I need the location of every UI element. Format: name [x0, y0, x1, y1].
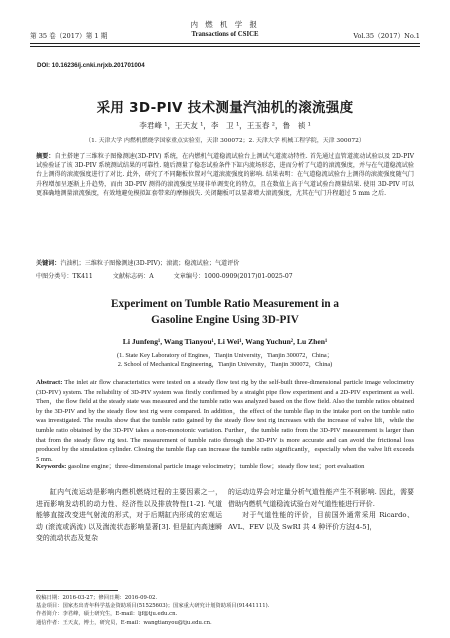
body-paragraph: 的运动边界会对定量分析气道性能产生不利影响. 因此，需要借助内燃机气道稳流试验台对气道性能进行评价. [228, 488, 414, 508]
keywords-en-text: gasoline engine；three-dimensional particle image velocimetry；tumble flow；steady flow test；port evaluation [67, 463, 365, 470]
doi-line[interactable]: DOI: 10.16236/j.cnki.nrjxb.201701004 [37, 62, 145, 69]
body-paragraph: 对于气道性能的评价，目前国外通常采用 Ricardo、AVL、FEV 以及 SwRI 共 4 种评价方法[4-5]， [228, 511, 414, 531]
affiliation-en-2: 2. School of Mechanical Engineering，Tianjin University，Tianjin 300072，China) [117, 361, 333, 368]
footnote-fund: 基金项目：国家杰出青年科学基金资助项目(51525603)；国家重大研究计划资助项目(91441111). [36, 603, 270, 610]
header-volume-en: Vol.35（2017）No.1 [353, 32, 420, 40]
classification-line [36, 271, 414, 280]
footnote-corresponding: 通信作者：王天友，博士，研究员，E-mail：wangtianyou@tju.edu.cn. [36, 619, 212, 626]
affiliations-cn: （1. 天津大学 内燃机燃烧学国家重点实验室，天津 300072；2. 天津大学 机械工程学院，天津 300072） [85, 138, 365, 144]
title-en-line2: Gasoline Engine Using 3D-PIV [151, 314, 299, 326]
keywords-en-label: Keywords: [36, 463, 67, 470]
abstract-cn-text: 自主搭建了三维粒子图像测速(3D-PIV) 系统，在内燃机气道稳流试验台上测试气道流动特性. 首先通过直管道流动试验以及 2D-PIV 试验验证了该 3D-PIV 系统测试结果的可靠性. 随后测量了稳态试验条件下缸内流场形态，进而分析了气道的滚流强度，并与在气道稳流试验台上测得的滚流强度进行了对比. 此外，研究了不同翻板位置对气道滚流强度的影响. 结果表明：在气道稳流试验台上测得的滚流强度随气门升程增加呈逐渐上升趋势，而由 3D-PIV 测得的滚流强度呈现非单调变化的特点，且在数值上高于气道试验台测量结果. 使用 3D-PIV 可以更准确地测量滚流强度，有效地避免模拟缸套带来的摩擦损失. 关闭翻板可以显著增大滚流强度，尤其在气门升程超过 5 mm 之后. [36, 153, 414, 197]
authors-cn: 李君峰 ¹，王天友 ¹，李 卫 ¹，王玉春 ²，鲁 祯 ¹ [139, 121, 311, 130]
header-rule [30, 43, 420, 44]
journal-title-en: Transactions of CSICE [191, 31, 259, 38]
footnote-author: 作者简介：李君峰，硕士研究生，E-mail：ljf@tju.edu.cn. [36, 611, 178, 618]
abstract-cn-label: 摘要： [36, 153, 55, 160]
body-column-left [36, 487, 222, 545]
keywords-cn-label: 关键词： [36, 260, 61, 267]
authors-en: Li Junfeng¹, Wang Tianyou¹, Li Wei¹, Wang Yuchun², Lu Zhen¹ [122, 337, 328, 346]
body-column-right [228, 487, 414, 533]
keywords-cn [36, 258, 414, 267]
abstract-en [36, 378, 414, 464]
keywords-en [36, 462, 414, 472]
article-number: 文章编号：1000-0909(2017)01-0025-07 [173, 273, 293, 280]
header-rule-thin [30, 46, 420, 47]
title-en-line1: Experiment on Tumble Ratio Measurement in a [111, 298, 339, 310]
header-volume-cn: 第 35 卷（2017）第 1 期 [30, 32, 108, 40]
title-cn: 采用 3D-PIV 技术测量汽油机的滚流强度 [96, 100, 354, 116]
abstract-cn [36, 152, 414, 198]
footnote [36, 594, 416, 627]
affiliation-en-1: (1. State Key Laboratory of Engines，Tianjin University，Tianjin 300072，China； [116, 352, 334, 359]
keywords-cn-text: 汽油机；三维粒子图像测速(3D-PIV)；滚流；稳流试验；气道评价 [60, 260, 240, 267]
abstract-en-label: Abstract: [36, 379, 63, 386]
clc-number: 中图分类号：TK411 [36, 273, 93, 280]
abstract-en-text: The inlet air flow characteristics were tested on a steady flow test rig by the self-built three-dimensional particle image velocimetry (3D-PIV) system. The reliability of 3D-PIV system was firstly confirmed by a straight pipe flow experiment and a 2D-PIV experiment as well. Then，the flow field at the steady state was measured and the tumble ratio was analyzed based on the flow field. Also the tumble ratios obtained by the 3D-PIV and by the steady flow test rig were compared. In addition，the effect of the tumble flap in the intake port on the tumble ratio was investigated. The results show that the tumble ratio gained by the steady flow test rig increases with the increase of valve lift，while the tumble ratio obtained by the 3D-PIV takes a non-monotonic variation. Further，the tumble ratio from the 3D-PIV measurement is larger than that from the steady flow rig test. The measurement of tumble ratio through the 3D-PIV is more accurate and can avoid the frictional loss produced by the simulation cylinder. Closing the tumble flap can increase the tumble ratio significantly，especially when the valve lift exceeds 5 mm. [36, 379, 414, 463]
title-en [0, 296, 450, 328]
document-code: 文献标志码：A [112, 273, 154, 280]
footnote-received: 收稿日期：2016-03-27；修回日期：2016-09-02. [36, 595, 158, 601]
affiliations-en [0, 351, 450, 369]
footnote-rule [36, 590, 118, 591]
body-paragraph: 缸内气流运动是影响内燃机燃烧过程的主要因素之一，进而影响发动机的动力性、经济性以及排放特性[1-2]. 气道能够直接改变进气射流的形式，对于后期缸内形成的宏观运动 (滚流或涡流) 以及湍流状态影响显著[3]. 但是缸内高速瞬变的流动状态及复杂 [36, 488, 222, 542]
journal-title-cn: 内 燃 机 学 报 [190, 20, 260, 29]
